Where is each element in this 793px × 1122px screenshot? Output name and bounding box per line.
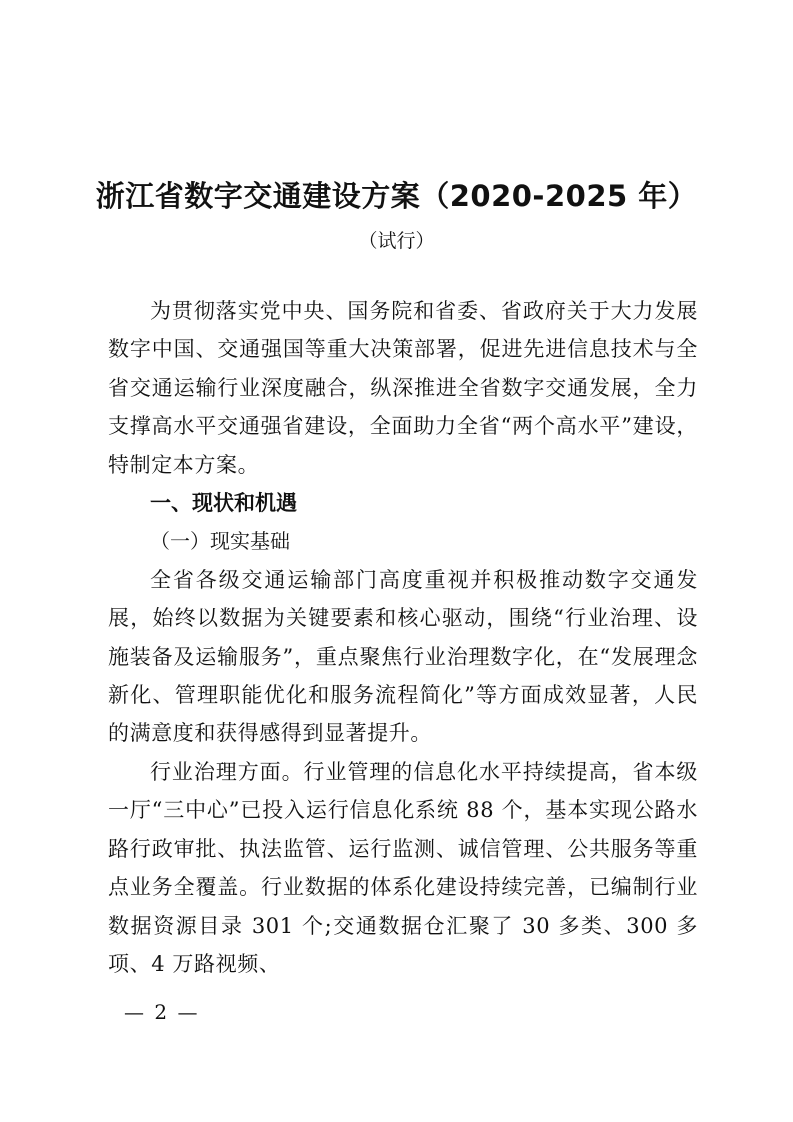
body-paragraph: 全省各级交通运输部门高度重视并积极推动数字交通发展，始终以数据为关键要素和核心驱动，围绕“行业治理、设施装备及运输服务”，重点聚焦行业治理数字化，在“发展理念新化、管理职能优化和服务流程简化”等方面成效显著，人民的满意度和获得感得到显著提升。 <box>108 567 698 746</box>
document-title: 浙江省数字交通建设方案（2020-2025 年） <box>95 179 698 213</box>
page-number: — 2 — <box>124 1000 200 1024</box>
document-body <box>108 292 698 983</box>
section-heading: 一、现状和机遇 <box>150 491 297 516</box>
body-paragraph: 行业治理方面。行业管理的信息化水平持续提高，省本级一厅“三中心”已投入运行信息化系统 88 个，基本实现公路水路行政审批、执法监管、运行监测、诚信管理、公共服务等重点业务全覆盖。行业数据的体系化建设持续完善，已编制行业数据资源目录 301 个;交通数据仓汇聚了 30 多类、300 多项、4 万路视频、 <box>108 759 698 976</box>
intro-paragraph: 为贯彻落实党中央、国务院和省委、省政府关于大力发展数字中国、交通强国等重大决策部署，促进先进信息技术与全省交通运输行业深度融合，纵深推进全省数字交通发展，全力支撑高水平交通强省建设，全面助力全省“两个高水平”建设，特制定本方案。 <box>108 299 698 477</box>
document-subtitle: （试行） <box>358 230 435 252</box>
subsection-heading: （一）现实基础 <box>150 529 290 554</box>
